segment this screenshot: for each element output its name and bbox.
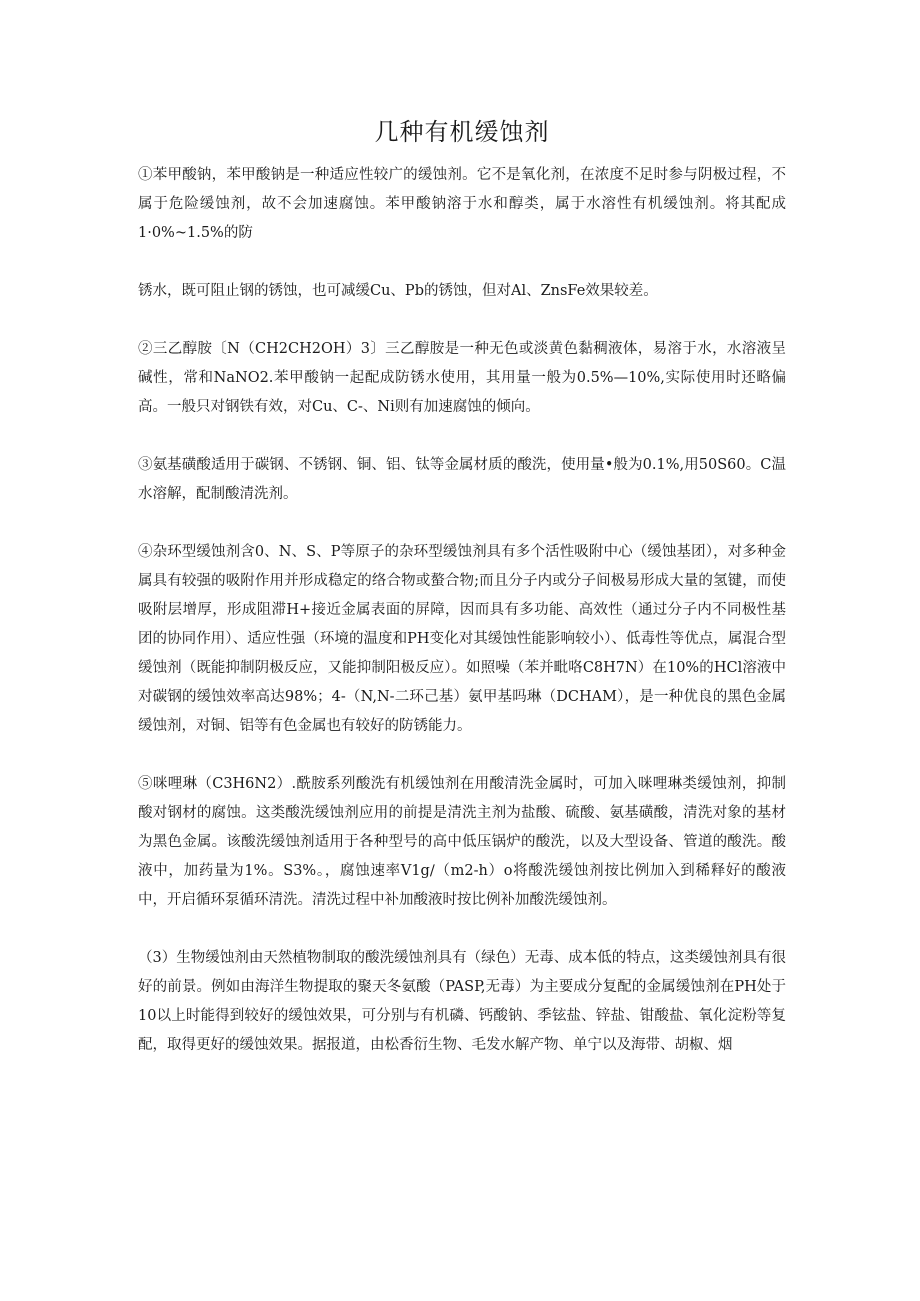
paragraph-sodium-benzoate-continued: 锈水，既可阻止钢的锈蚀，也可减缓Cu、Pb的锈蚀，但对Al、ZnsFe效果较差。 [138,283,658,299]
paragraph-biological: （3）生物缓蚀剂由天然植物制取的酸洗缓蚀剂具有（绿色）无毒、成本低的特点，这类缓蚀剂具有很好的前景。例如由海洋生物提取的聚天冬氨酸（PASP,无毒）为主要成分复配的金属缓蚀剂在PH处于10以上时能得到较好的缓蚀效果，可分别与有机磷、钙酸钠、季铉盐、锌盐、钳酸盐、氧化淀粉等复配，取得更好的缓蚀效果。据报道，由松香衍生物、毛发水解产物、单宁以及海带、胡椒、烟 [138,950,786,1053]
paragraph-triethanolamine: ②三乙醇胺〔N（CH2CH2OH）3〕三乙醇胺是一种无色或淡黄色黏稠液体，易溶于水，水溶液呈碱性，常和NaNO2.苯甲酸钠一起配成防锈水使用，其用量一般为0.5%—10%,实际使用时还略偏高。一般只对钢铁有效，对Cu、C-、Ni则有加速腐蚀的倾向。 [138,341,786,415]
document-page [138,112,786,1089]
paragraph-sulfamic-acid: ③氨基磺酸适用于碳钢、不锈钢、铜、铝、钛等金属材质的酸洗，使用量•般为0.1%,用50S60。C温水溶解，配制酸清洗剂。 [138,457,786,502]
document-title: 几种有机缓蚀剂 [374,118,550,146]
paragraph-sodium-benzoate: ①苯甲酸钠，苯甲酸钠是一种适应性较广的缓蚀剂。它不是氧化剂，在浓度不足时参与阴极过程，不属于危险缓蚀剂，故不会加速腐蚀。苯甲酸钠溶于水和醇类，属于水溶性有机缓蚀剂。将其配成1·0%~1.5%的防 [138,167,786,241]
paragraph-heterocyclic: ④杂环型缓蚀剂含0、N、S、P等原子的杂环型缓蚀剂具有多个活性吸附中心（缓蚀基团），对多种金属具有较强的吸附作用并形成稳定的络合物或螯合物;而且分子内或分子间极易形成大量的氢键，而使吸附层增厚，形成阻滞H+接近金属表面的屏障，因而具有多功能、高效性（通过分子内不同极性基团的协同作用）、适应性强（环境的温度和PH变化对其缓蚀性能影响较小）、低毒性等优点，属混合型缓蚀剂（既能抑制阴极反应，又能抑制阳极反应）。如照噪（苯并毗咯C8H7N）在10%的HCl溶液中对碳钢的缓蚀效率高达98%；4-（N,N-二环己基）氨甲基吗琳（DCHAM），是一种优良的黑色金属缓蚀剂，对铜、铝等有色金属也有较好的防锈能力。 [138,544,786,734]
paragraph-imidazoline: ⑤咪哩琳（C3H6N2）.酰胺系列酸洗有机缓蚀剂在用酸清洗金属时，可加入咪哩琳类缓蚀剂，抑制酸对钢材的腐蚀。这类酸洗缓蚀剂应用的前提是清洗主剂为盐酸、硫酸、氨基磺酸，清洗对象的基材为黑色金属。该酸洗缓蚀剂适用于各种型号的高中低压锅炉的酸洗，以及大型设备、管道的酸洗。酸液中，加药量为1%。S3%。，腐蚀速率V1g∕（m2-h）o将酸洗缓蚀剂按比例加入到稀释好的酸液中，开启循环泵循环清洗。清洗过程中补加酸液时按比例补加酸洗缓蚀剂。 [138,776,786,908]
